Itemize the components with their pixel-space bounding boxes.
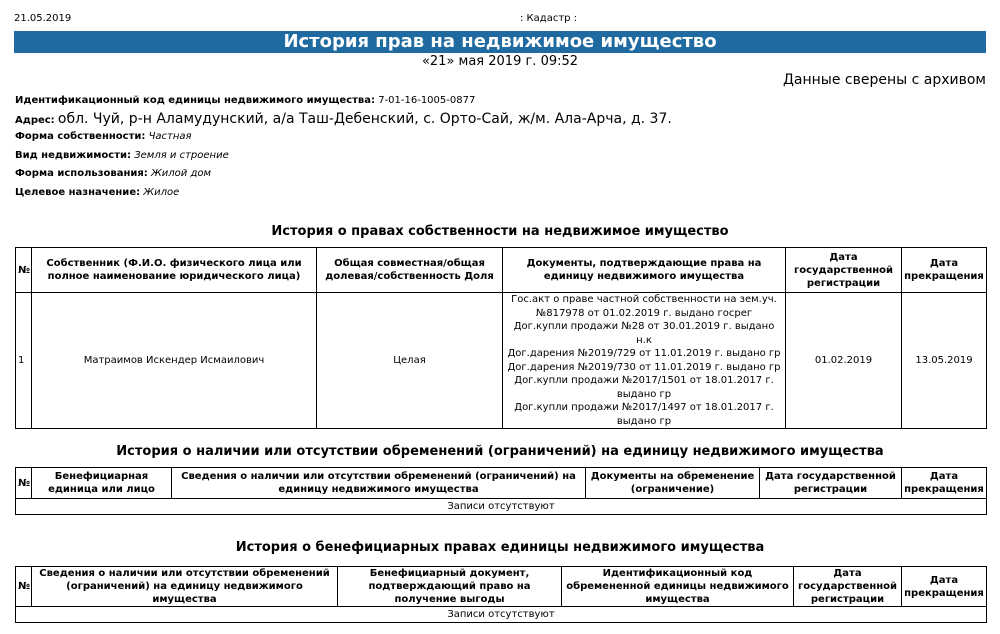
kadastr-label: : Кадастр : — [520, 13, 578, 24]
col-header-id-code: Идентификационный код обремененной единицы недвижимого имущества — [562, 567, 794, 607]
share-value: Целая — [317, 293, 503, 429]
col-header-share: Общая совместная/общая долевая/собственность Доля — [317, 248, 503, 293]
table-header-row — [16, 567, 987, 607]
address-label: Адрес: — [15, 115, 55, 126]
purpose-row — [15, 187, 179, 198]
document-line: Дог.дарения №2019/729 от 11.01.2019 г. выдано гр — [507, 348, 781, 359]
document-line: Дог.купли продажи №2017/1501 от 18.01.2017 г. — [514, 375, 774, 386]
section-encumbrance-title: История о наличии или отсутствии обременений (ограничений) на единицу недвижимого имущества — [116, 444, 884, 459]
document-line: Дог.дарения №2019/730 от 11.01.2019 г. выдано гр — [507, 361, 781, 373]
col-header-reg-date: Дата государственной регистрации — [794, 567, 902, 607]
address-value: обл. Чуй, р-н Аламудунский, а/а Таш-Дебенский, с. Орто-Сай, ж/м. Ала-Арча, д. 37. — [57, 111, 672, 127]
ownership-label: Форма собственности: — [15, 131, 146, 142]
section-ownership-title: История о правах собственности на недвижимое имущество — [271, 224, 729, 239]
report-datetime: «21» мая 2019 г. 09:52 — [421, 54, 579, 69]
property-type-label: Вид недвижимости: — [15, 150, 132, 161]
page-title: История прав на недвижимое имущество — [14, 31, 986, 53]
usage-row — [15, 168, 211, 179]
document-line: Гос.акт о праве частной собственности на зем.уч. — [511, 294, 777, 305]
owner-name: Матраимов Искендер Исмаилович — [32, 293, 317, 429]
beneficiary-table — [15, 566, 987, 623]
col-header-reg-date: Дата государственной регистрации — [786, 248, 902, 293]
purpose-label: Целевое назначение: — [15, 187, 141, 198]
col-header-owner: Собственник (Ф.И.О. физического лица или полное наименование юридического лица) — [32, 248, 317, 293]
document-line: Дог.купли продажи №28 от 30.01.2019 г. выдано н.к — [513, 321, 775, 346]
property-type-row — [15, 150, 229, 161]
usage-label: Форма использования: — [15, 168, 148, 179]
verified-note: Данные сверены с архивом — [782, 72, 986, 88]
empty-records: Записи отсутствуют — [16, 499, 987, 515]
document-line: выдано гр — [616, 388, 672, 400]
col-header-num: № — [16, 248, 32, 293]
col-header-beneficiary: Бенефициарная единица или лицо — [32, 468, 172, 499]
empty-records: Записи отсутствуют — [16, 607, 987, 623]
col-header-num: № — [16, 468, 32, 499]
col-header-end-date: Дата прекращения — [902, 468, 987, 499]
col-header-encumbrance-info: Сведения о наличии или отсутствии обременений (ограничений) на единицу недвижимого имущества — [32, 567, 338, 607]
table-header-row — [16, 248, 987, 293]
ownership-row — [15, 131, 192, 142]
row-num: 1 — [16, 293, 32, 429]
col-header-num: № — [16, 567, 32, 607]
col-header-encumbrance-info: Сведения о наличии или отсутствии обременений (ограничений) на единицу недвижимого имущества — [172, 468, 586, 499]
col-header-beneficiary-doc: Бенефициарный документ, подтверждающий право на получение выгоды — [338, 567, 562, 607]
documents-cell — [503, 293, 786, 429]
document-line: №817978 от 01.02.2019 г. выдано госрег — [535, 307, 753, 319]
id-code-row — [15, 95, 475, 106]
section-beneficiary-title: История о бенефициарных правах единицы недвижимого имущества — [235, 540, 765, 555]
document-line: Дог.купли продажи №2017/1497 от 18.01.2017 г. — [514, 402, 774, 413]
encumbrance-table — [15, 467, 987, 515]
usage-value: Жилой дом — [151, 168, 212, 179]
address-row — [15, 111, 672, 127]
col-header-reg-date: Дата государственной регистрации — [760, 468, 902, 499]
ownership-table — [15, 247, 987, 429]
print-date: 21.05.2019 — [14, 13, 72, 24]
table-row — [16, 607, 987, 623]
table-header-row — [16, 468, 987, 499]
table-row — [16, 499, 987, 515]
document-line: выдано гр — [616, 415, 672, 427]
col-header-encumbrance-docs: Документы на обременение (ограничение) — [586, 468, 760, 499]
end-date: 13.05.2019 — [902, 293, 987, 429]
purpose-value: Жилое — [143, 187, 180, 198]
id-code-value: 7-01-16-1005-0877 — [378, 95, 476, 106]
col-header-end-date: Дата прекращения — [902, 567, 987, 607]
property-type-value: Земля и строение — [134, 150, 229, 161]
reg-date: 01.02.2019 — [786, 293, 902, 429]
col-header-documents: Документы, подтверждающие права на единицу недвижимого имущества — [503, 248, 786, 293]
ownership-value: Частная — [148, 131, 192, 142]
table-row — [16, 293, 987, 429]
id-code-label: Идентификационный код единицы недвижимого имущества: — [15, 95, 375, 106]
col-header-end-date: Дата прекращения — [902, 248, 987, 293]
